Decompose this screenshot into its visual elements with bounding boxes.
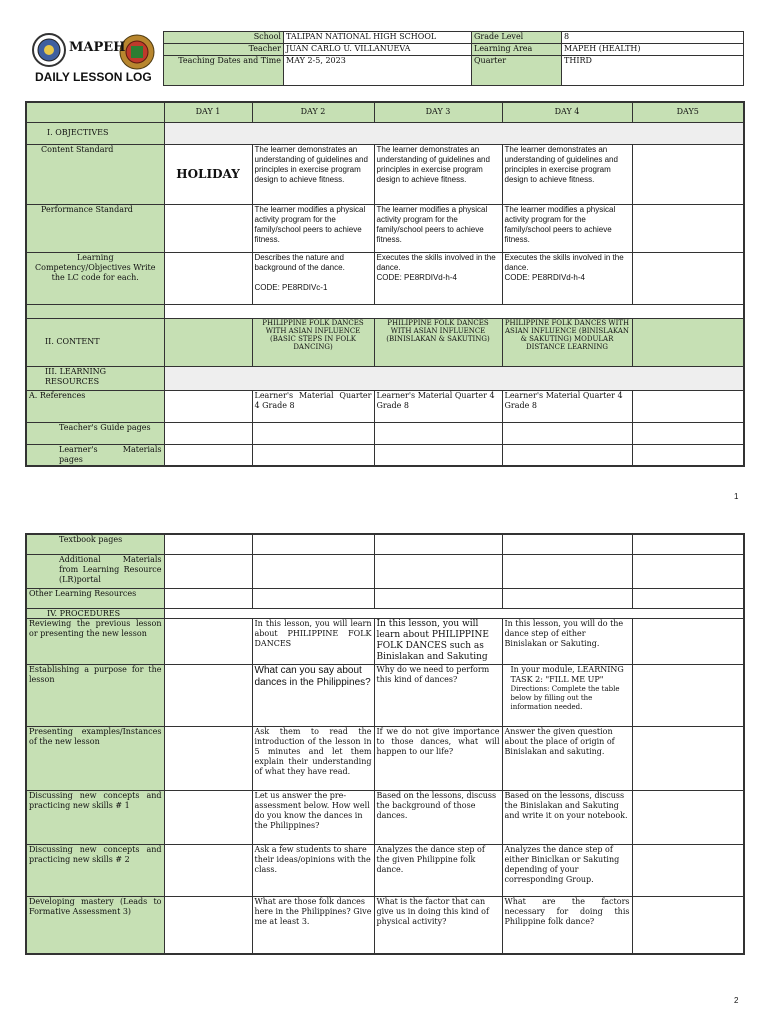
d1-day3: Based on the lessons, discuss the background of those dances. <box>374 790 502 844</box>
reviewing-label: Reviewing the previous lesson or presenting the new lesson <box>26 618 164 664</box>
dll-table-page1 <box>25 101 745 467</box>
d2-day3: Analyzes the dance step of the given Philippine folk dance. <box>374 844 502 896</box>
school-seal-icon <box>33 34 65 66</box>
dates-label: Teaching Dates and Time <box>164 56 284 86</box>
cs-day5 <box>632 144 744 204</box>
grade-label: Grade Level <box>472 32 562 44</box>
teachers-guide-label: Teacher's Guide pages <box>26 422 164 444</box>
dll-table-page2 <box>25 533 745 955</box>
log-title: DAILY LESSON LOG <box>35 70 152 84</box>
content-day2: PHILIPPINE FOLK DANCES WITH ASIAN INFLUENCE (BASIC STEPS IN FOLK DANCING) <box>252 318 374 366</box>
learning-resources-heading: III. LEARNING RESOURCES <box>26 366 164 390</box>
day-header-5: DAY5 <box>632 102 744 122</box>
logo-title: MAPEH <box>69 40 126 55</box>
lc-day2-text: Describes the nature and background of the dance. <box>254 252 345 272</box>
d2-day4: Analyzes the dance step of either Biniclkan or Sakuting depending of your corresponding Group. <box>502 844 632 896</box>
content-day5 <box>632 318 744 366</box>
content-day4: PHILIPPINE FOLK DANCES WITH ASIAN INFLUENCE (BINISLAKAN & SAKUTING) MODULAR DISTANCE LEARNING <box>502 318 632 366</box>
additional-materials-label: Additional Materials from Learning Resource (LR)portal <box>26 554 164 588</box>
ps-day1 <box>164 204 252 252</box>
pre-day4: Answer the given question about the place of origin of Binislakan and sakuting. <box>502 726 632 790</box>
holiday-cell: HOLIDAY <box>164 144 252 204</box>
lc-day2 <box>252 252 374 304</box>
lc-day1 <box>164 252 252 304</box>
lc-day4-code: CODE: PE8RDIVd-h-4 <box>504 272 585 282</box>
quarter-label: Quarter <box>472 56 562 86</box>
rev-day3: In this lesson, you will learn about PHILIPPINE FOLK DANCES such as Binislakan and Sakuting <box>374 618 502 664</box>
pre-day2: Ask them to read the introduction of the lesson in 5 minutes and let them explain their understanding of what they have read. <box>252 726 374 790</box>
lc-day4-text: Executes the skills involved in the dance. <box>504 252 624 272</box>
procedures-band <box>164 608 744 618</box>
ref-day4: Learner's Material Quarter 4 Grade 8 <box>502 390 632 422</box>
page-number-1: 1 <box>734 492 739 501</box>
header-table <box>163 31 744 86</box>
content-day3: PHILIPPINE FOLK DANCES WITH ASIAN INFLUENCE (BINISLAKAN & SAKUTING) <box>374 318 502 366</box>
ref-day2: Learner's Material Quarter 4 Grade 8 <box>252 390 374 422</box>
establishing-label: Establishing a purpose for the lesson <box>26 664 164 726</box>
ps-day3: The learner modifies a physical activity program for the family/school peers to achieve fitness. <box>374 204 502 252</box>
day-header-3: DAY 3 <box>374 102 502 122</box>
references-label: A. References <box>26 390 164 422</box>
grade-value: 8 <box>562 32 744 44</box>
objectives-band <box>164 122 744 144</box>
quarter-value: THIRD <box>562 56 744 86</box>
est-day4-task: In your module, LEARNING TASK 2: "FILL ME UP" <box>510 664 624 684</box>
lc-day2-code: CODE: PE8RDIVc-1 <box>254 282 328 292</box>
learning-resources-band <box>164 366 744 390</box>
ref-day3: Learner's Material Quarter 4 Grade 8 <box>374 390 502 422</box>
est-day4-directions: Directions: Complete the table below by filling out the information needed. <box>510 684 620 711</box>
d1-day4: Based on the lessons, discuss the Binislakan and Sakuting and write it on your notebook. <box>502 790 632 844</box>
lc-day3-text: Executes the skills involved in the dance. <box>376 252 496 272</box>
content-spacer-band <box>164 304 744 318</box>
learners-materials-label: Learner's Materials pages <box>26 444 164 466</box>
d1-day2: Let us answer the pre-assessment below. How well do you know the dances in the Philippines? <box>252 790 374 844</box>
dm-day3: What is the factor that can give us in doing this kind of physical activity? <box>374 896 502 954</box>
teacher-value: JUAN CARLO U. VILLANUEVA <box>284 44 472 56</box>
lc-day5 <box>632 252 744 304</box>
objectives-heading: I. OBJECTIVES <box>26 122 164 144</box>
rev-day4: In this lesson, you will do the dance step of either Binislakan or Sakuting. <box>502 618 632 664</box>
lc-day3-code: CODE: PE8RDIVd-h-4 <box>376 272 457 282</box>
est-day3: Why do we need to perform this kind of dances? <box>374 664 502 726</box>
content-spacer-label <box>26 304 164 318</box>
dm-day4: What are the factors necessary for doing this Philippine folk dance? <box>502 896 632 954</box>
lc-day3 <box>374 252 502 304</box>
d2-day2: Ask a few students to share their ideas/opinions with the class. <box>252 844 374 896</box>
lc-day4 <box>502 252 632 304</box>
other-resources-label: Other Learning Resources <box>26 588 164 608</box>
day-header-2: DAY 2 <box>252 102 374 122</box>
content-day1 <box>164 318 252 366</box>
est-day2: What can you say about dances in the Philippines? <box>252 664 374 726</box>
area-value: MAPEH (HEALTH) <box>562 44 744 56</box>
ps-day2: The learner modifies a physical activity program for the family/school peers to achieve fitness. <box>252 204 374 252</box>
pre-day3: If we do not give importance to those dances, what will happen to our life? <box>374 726 502 790</box>
performance-standard-label: Performance Standard <box>26 204 164 252</box>
school-value: TALIPAN NATIONAL HIGH SCHOOL <box>284 32 472 44</box>
ref-day1 <box>164 390 252 422</box>
ref-day5 <box>632 390 744 422</box>
discussing1-label: Discussing new concepts and practicing new skills # 1 <box>26 790 164 844</box>
est-day4 <box>502 664 632 726</box>
content-standard-label: Content Standard <box>26 144 164 204</box>
corner-cell <box>26 102 164 122</box>
ps-day5 <box>632 204 744 252</box>
learning-competency-label: Learning Competency/Objectives Write the LC code for each. <box>26 252 164 304</box>
school-label: School <box>164 32 284 44</box>
procedures-heading: IV. PROCEDURES <box>26 608 164 618</box>
day-header-1: DAY 1 <box>164 102 252 122</box>
presenting-label: Presenting examples/Instances of the new lesson <box>26 726 164 790</box>
ps-day4: The learner modifies a physical activity program for the family/school peers to achieve fitness. <box>502 204 632 252</box>
discussing2-label: Discussing new concepts and practicing new skills # 2 <box>26 844 164 896</box>
mastery-label: Developing mastery (Leads to Formative Assessment 3) <box>26 896 164 954</box>
cs-day4: The learner demonstrates an understanding of guidelines and principles in exercise program design to achieve fitness. <box>502 144 632 204</box>
dates-value: MAY 2-5, 2023 <box>284 56 472 86</box>
content-heading: II. CONTENT <box>26 318 164 366</box>
page-number-2: 2 <box>734 996 739 1005</box>
cs-day3: The learner demonstrates an understanding of guidelines and principles in exercise program design to achieve fitness. <box>374 144 502 204</box>
cs-day2: The learner demonstrates an understanding of guidelines and principles in exercise program design to achieve fitness. <box>252 144 374 204</box>
teacher-label: Teacher <box>164 44 284 56</box>
area-label: Learning Area <box>472 44 562 56</box>
day-header-4: DAY 4 <box>502 102 632 122</box>
textbook-label: Textbook pages <box>26 534 164 554</box>
dm-day2: What are those folk dances here in the Philippines? Give me at least 3. <box>252 896 374 954</box>
rev-day2: In this lesson, you will learn about PHILIPPINE FOLK DANCES <box>252 618 374 664</box>
